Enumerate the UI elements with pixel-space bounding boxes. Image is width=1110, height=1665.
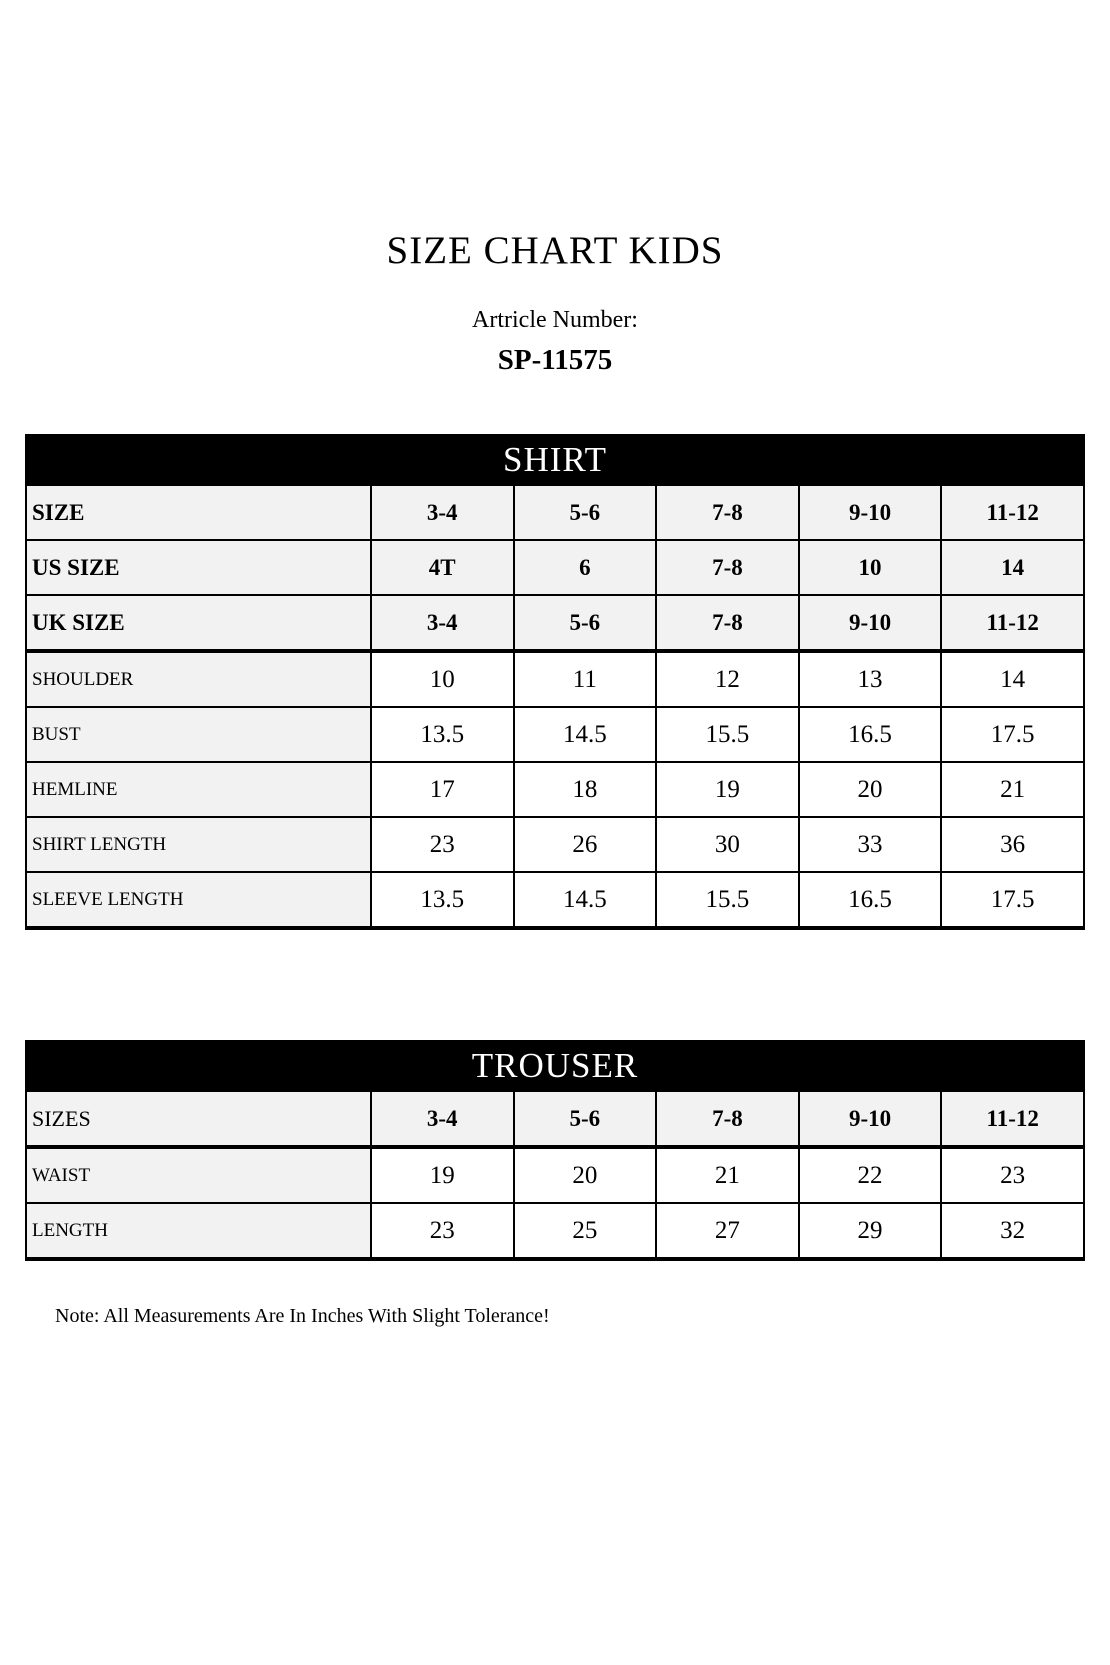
table-cell: 6	[514, 540, 657, 595]
trouser-table-title: TROUSER	[26, 1041, 1084, 1091]
row-label: WAIST	[26, 1147, 371, 1203]
table-cell: 16.5	[799, 707, 942, 762]
row-label: US SIZE	[26, 540, 371, 595]
row-label: UK SIZE	[26, 595, 371, 651]
table-cell: 5-6	[514, 1091, 657, 1147]
table-cell: 5-6	[514, 485, 657, 540]
table-cell: 7-8	[656, 595, 799, 651]
table-cell: 20	[799, 762, 942, 817]
table-cell: 9-10	[799, 595, 942, 651]
table-cell: 12	[656, 651, 799, 707]
table-cell: 4T	[371, 540, 514, 595]
table-cell: 9-10	[799, 485, 942, 540]
table-row	[26, 1203, 1084, 1259]
table-cell: 14.5	[514, 872, 657, 928]
table-cell: 26	[514, 817, 657, 872]
row-label: BUST	[26, 707, 371, 762]
table-row	[26, 595, 1084, 651]
table-cell: 15.5	[656, 872, 799, 928]
table-cell: 3-4	[371, 595, 514, 651]
article-number-value: SP-11575	[497, 344, 613, 376]
table-cell: 16.5	[799, 872, 942, 928]
table-cell: 23	[941, 1147, 1084, 1203]
table-cell: 9-10	[799, 1091, 942, 1147]
heading-block	[0, 0, 1110, 377]
table-cell: 11-12	[941, 595, 1084, 651]
table-row	[26, 817, 1084, 872]
table-cell: 23	[371, 1203, 514, 1259]
content-area	[25, 434, 1085, 1328]
table-cell: 13.5	[371, 707, 514, 762]
trouser-size-table	[25, 1040, 1085, 1261]
table-cell: 10	[371, 651, 514, 707]
table-row	[26, 540, 1084, 595]
table-cell: 19	[656, 762, 799, 817]
table-cell: 19	[371, 1147, 514, 1203]
shirt-table-title: SHIRT	[26, 435, 1084, 485]
table-cell: 11	[514, 651, 657, 707]
table-row	[26, 762, 1084, 817]
table-cell: 20	[514, 1147, 657, 1203]
table-cell: 36	[941, 817, 1084, 872]
table-cell: 29	[799, 1203, 942, 1259]
row-label: SHOULDER	[26, 651, 371, 707]
table-cell: 11-12	[941, 485, 1084, 540]
row-label: LENGTH	[26, 1203, 371, 1259]
measurement-note: Note: All Measurements Are In Inches With Slight Tolerance!	[55, 1305, 550, 1327]
table-cell: 21	[656, 1147, 799, 1203]
page-title: SIZE CHART KIDS	[386, 229, 724, 272]
table-cell: 21	[941, 762, 1084, 817]
table-cell: 3-4	[371, 1091, 514, 1147]
table-cell: 11-12	[941, 1091, 1084, 1147]
table-cell: 17	[371, 762, 514, 817]
table-cell: 14	[941, 651, 1084, 707]
table-cell: 14.5	[514, 707, 657, 762]
table-cell: 13	[799, 651, 942, 707]
row-label: SHIRT LENGTH	[26, 817, 371, 872]
row-label: SIZE	[26, 485, 371, 540]
table-row	[26, 872, 1084, 928]
table-cell: 7-8	[656, 1091, 799, 1147]
table-cell: 15.5	[656, 707, 799, 762]
table-cell: 17.5	[941, 872, 1084, 928]
table-cell: 33	[799, 817, 942, 872]
table-header-row	[26, 435, 1084, 485]
table-cell: 32	[941, 1203, 1084, 1259]
table-row	[26, 485, 1084, 540]
table-cell: 3-4	[371, 485, 514, 540]
table-cell: 7-8	[656, 485, 799, 540]
table-cell: 25	[514, 1203, 657, 1259]
table-cell: 23	[371, 817, 514, 872]
row-label: SLEEVE LENGTH	[26, 872, 371, 928]
table-cell: 30	[656, 817, 799, 872]
table-cell: 27	[656, 1203, 799, 1259]
table-cell: 17.5	[941, 707, 1084, 762]
table-row	[26, 1147, 1084, 1203]
table-header-row	[26, 1041, 1084, 1091]
table-row	[26, 707, 1084, 762]
table-cell: 22	[799, 1147, 942, 1203]
shirt-size-table	[25, 434, 1085, 930]
table-cell: 13.5	[371, 872, 514, 928]
row-label: HEMLINE	[26, 762, 371, 817]
table-cell: 7-8	[656, 540, 799, 595]
table-cell: 14	[941, 540, 1084, 595]
row-label: SIZES	[26, 1091, 371, 1147]
table-cell: 18	[514, 762, 657, 817]
table-cell: 5-6	[514, 595, 657, 651]
table-row	[26, 1091, 1084, 1147]
article-number-label: Artricle Number:	[472, 307, 638, 333]
table-cell: 10	[799, 540, 942, 595]
table-row	[26, 651, 1084, 707]
